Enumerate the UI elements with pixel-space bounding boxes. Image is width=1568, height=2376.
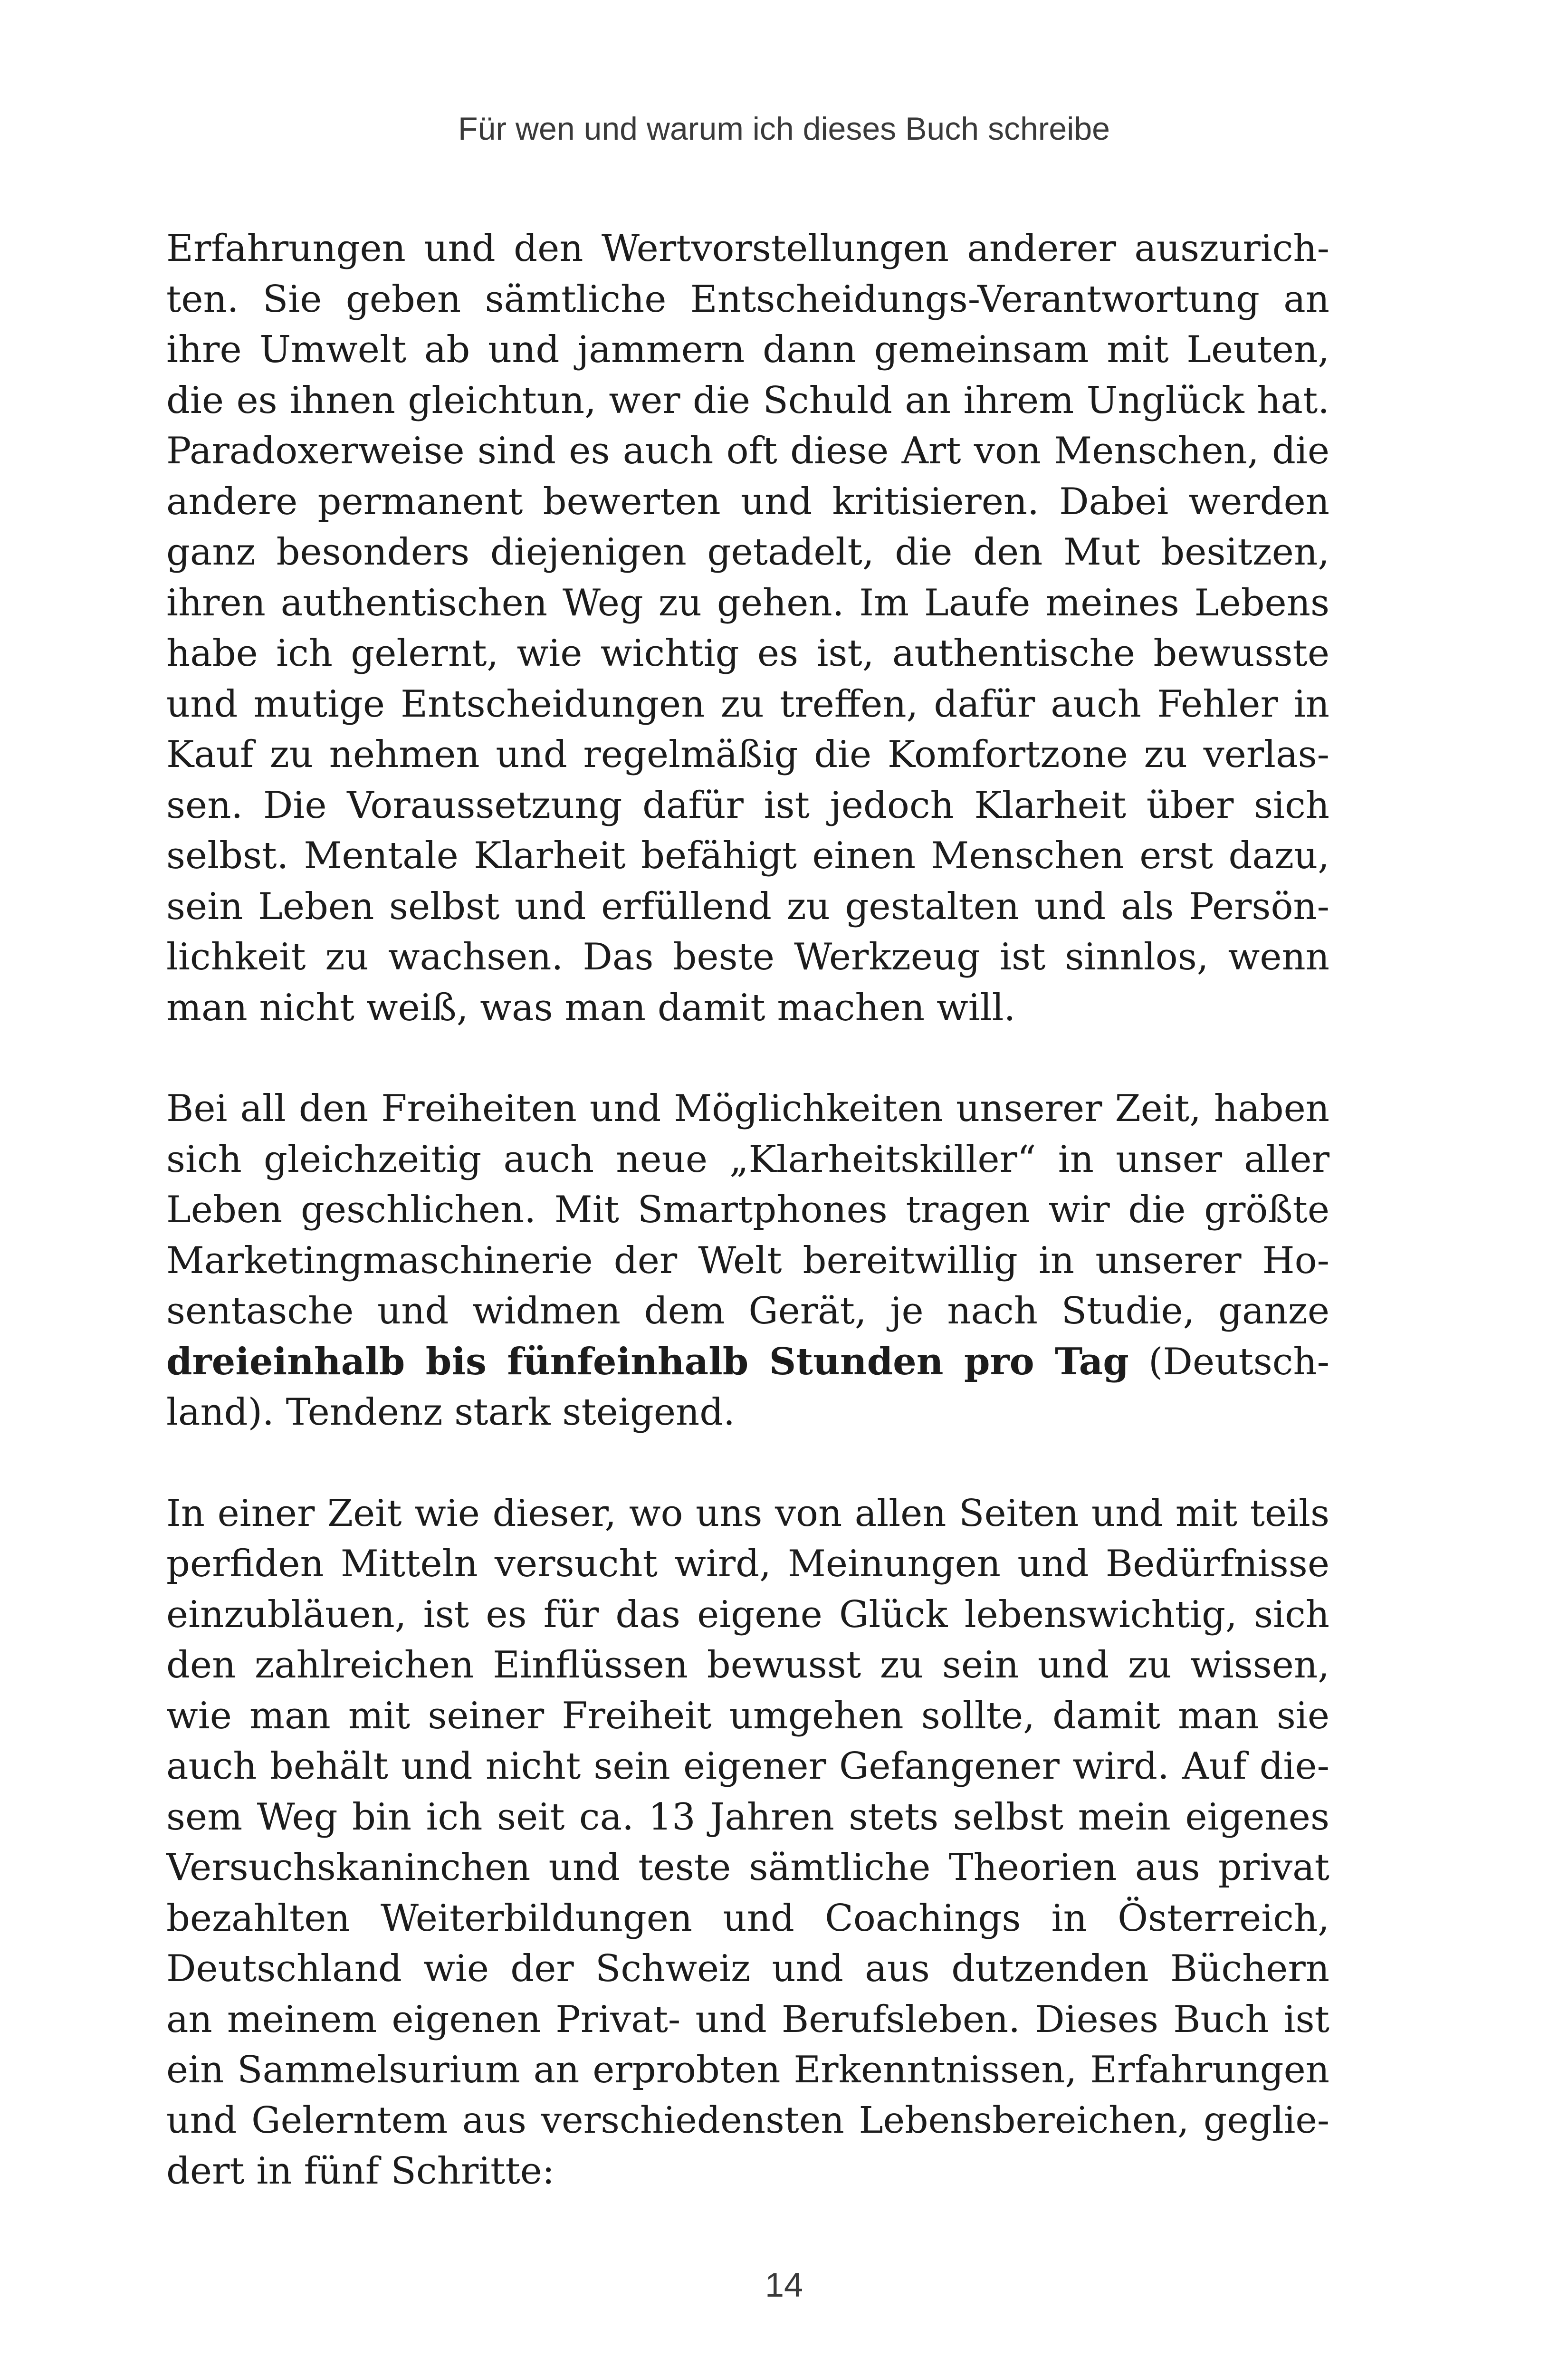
page-number: 14 [765,2266,803,2304]
paragraph-2 [166,1083,1329,1438]
text-line: Marketingmaschinerie der Welt bereitwillig in unserer Ho- [166,1239,1329,1282]
paragraph-1 [166,223,1329,1033]
text-line: habe ich gelernt, wie wichtig es ist, authentische bewusste [166,632,1329,675]
text-line: wie man mit seiner Freiheit umgehen sollte, damit man sie [166,1694,1329,1737]
bold-emphasis: dreieinhalb bis fünfeinhalb Stunden pro Tag [166,1340,1129,1383]
text-line: dert in fünf Schritte: [166,2150,555,2193]
text-line: sein Leben selbst und erfüllend zu gestalten und als Persön- [166,885,1329,928]
body-text [166,223,1329,2197]
text-line: selbst. Mentale Klarheit befähigt einen Menschen erst dazu, [166,834,1329,877]
text-line: ten. Sie geben sämtliche Entscheidungs-Verantwortung an [166,278,1329,321]
text-line: Erfahrungen und den Wertvorstellungen anderer auszurich- [166,227,1329,270]
text-line: und Gelerntem aus verschiedensten Lebensbereichen, geglie- [166,2099,1329,2142]
text-line: Paradoxerweise sind es auch oft diese Art von Menschen, die [166,430,1329,472]
text-line: einzubläuen, ist es für das eigene Glück lebenswichtig, sich [166,1593,1329,1636]
text-line: Kauf zu nehmen und regelmäßig die Komfortzone zu verlas- [166,733,1329,776]
text-line: die es ihnen gleichtun, wer die Schuld an ihrem Unglück hat. [166,379,1329,422]
text-line: Bei all den Freiheiten und Möglichkeiten unserer Zeit, haben [166,1087,1329,1130]
text-line: ein Sammelsurium an erprobten Erkenntnissen, Erfahrungen [166,2049,1329,2091]
text-line: perfiden Mitteln versucht wird, Meinungen und Bedürfnisse [166,1542,1329,1585]
text-line: den zahlreichen Einflüssen bewusst zu sein und zu wissen, [166,1644,1329,1686]
text-line: Versuchskaninchen und teste sämtliche Theorien aus privat [166,1846,1329,1889]
text-fragment: (Deutsch- [1128,1340,1329,1383]
text-line: sem Weg bin ich seit ca. 13 Jahren stets selbst mein eigenes [166,1795,1329,1839]
text-line: sen. Die Voraussetzung dafür ist jedoch Klarheit über sich [166,784,1329,827]
text-line: ganz besonders diejenigen getadelt, die den Mut besitzen, [166,531,1329,574]
text-line: In einer Zeit wie dieser, wo uns von allen Seiten und mit teils [166,1492,1329,1535]
text-line: sich gleichzeitig auch neue „Klarheitskiller“ in unser aller [166,1138,1329,1181]
text-line: an meinem eigenen Privat- und Berufsleben. Dieses Buch ist [166,1998,1329,2041]
text-line: lichkeit zu wachsen. Das beste Werkzeug ist sinnlos, wenn [166,936,1329,978]
text-line: bezahlten Weiterbildungen und Coachings in Österreich, [166,1897,1329,1940]
text-line: andere permanent bewerten und kritisieren. Dabei werden [166,480,1329,523]
text-line: land). Tendenz stark steigend. [166,1391,735,1434]
text-line: auch behält und nicht sein eigener Gefangener wird. Auf die- [166,1745,1329,1788]
text-line: sentasche und widmen dem Gerät, je nach Studie, ganze [166,1290,1329,1332]
running-head-title: Für wen und warum ich dieses Buch schreibe [458,111,1110,147]
text-line: Leben geschlichen. Mit Smartphones tragen wir die größte [166,1188,1329,1231]
text-line: ihren authentischen Weg zu gehen. Im Laufe meines Lebens [166,581,1329,624]
text-line: und mutige Entscheidungen zu treffen, dafür auch Fehler in [166,682,1329,726]
text-line: man nicht weiß, was man damit machen will. [166,986,1016,1029]
text-line-with-emphasis [166,1337,1329,1388]
text-line: ihre Umwelt ab und jammern dann gemeinsam mit Leuten, [166,328,1329,371]
text-line: Deutschland wie der Schweiz und aus dutzenden Büchern [166,1947,1329,1990]
paragraph-3 [166,1488,1329,2197]
